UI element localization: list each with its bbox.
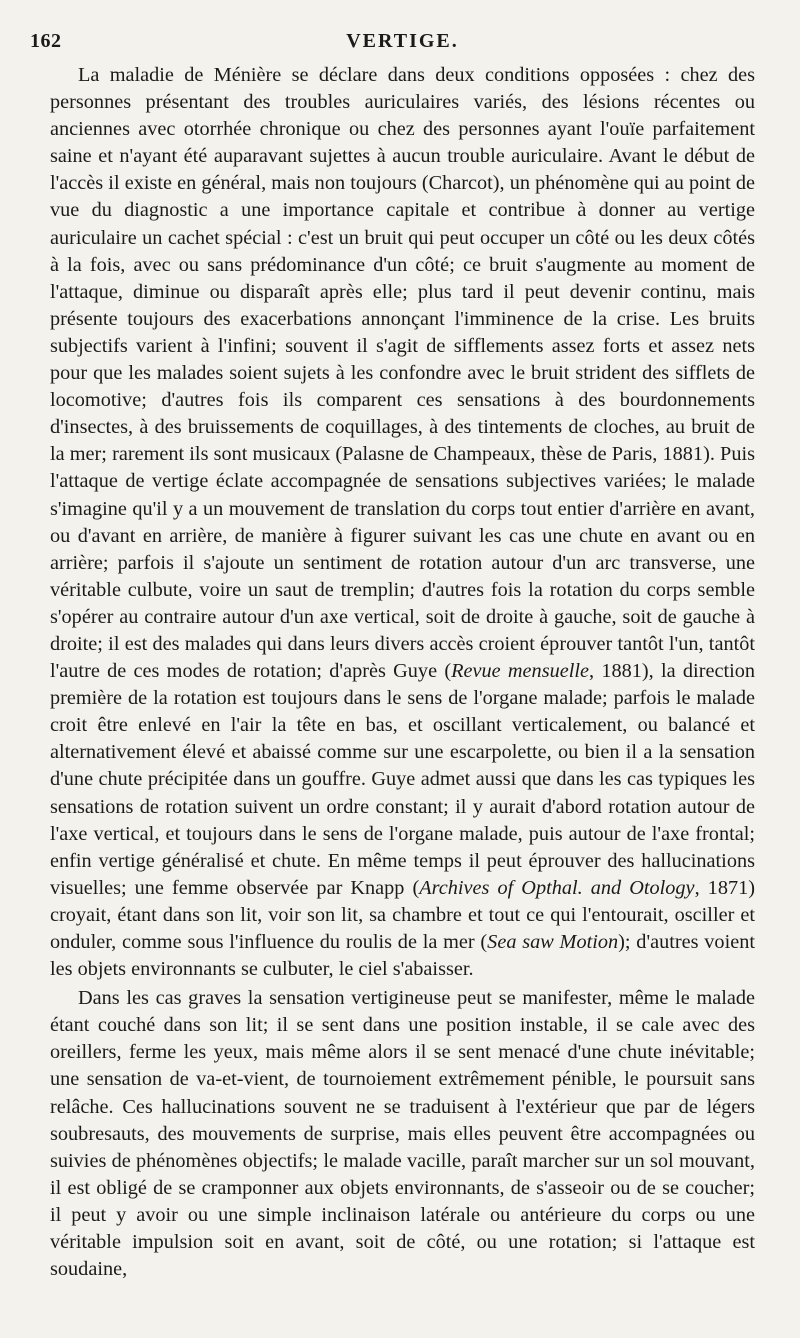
text-run: La maladie de Ménière se déclare dans deux conditions opposées : chez des personnes présentant des troubles auriculaires variés, des lésions récentes ou anciennes avec otorrhée chronique ou chez des personnes ayant l'ouïe parfaitement saine et n'ayant été auparavant sujettes à aucun trouble auriculaire. Avant le début de l'accès il existe en général, mais non toujours (Charcot), un phénomène qui au point de vue du diagnostic a une importance capitale et contribue à donner au vertige auriculaire un cachet spécial : c'est un bruit qui peut occuper un côté ou les deux côtés à la fois, avec ou sans prédominance d'un côté; ce bruit s'augmente au moment de l'attaque, diminue ou disparaît après elle; plus tard il peut devenir continu, mais présente toujours des exacerbations annonçant l'imminence de la crise. Les bruits subjectifs varient à l'infini; souvent il s'agit de sifflements assez forts et assez nets pour que les malades soient sujets à les confondre avec le bruit strident des sifflets de locomotive; d'autres fois ils comparent ces sensations à des bourdonnements d'insectes, à des bruissements de coquillages, à des tintements de cloches, au bruit de la mer; rarement ils sont musicaux (Palasne de Champeaux, thèse de Paris, 1881). Puis l'attaque de vertige éclate accompagnée de sensations subjectives variées; le malade s'imagine qu'il y a un mouvement de translation du corps tout entier d'arrière en avant, ou d'avant en arrière, de manière à figurer suivant les cas une chute en avant ou en arrière; parfois il s'ajoute un sentiment de rotation autour d'un arc transverse, une véritable culbute, voire un saut de tremplin; d'autres fois la rotation du corps semble s'opérer au contraire autour d'un axe vertical, soit de droite à gauche, soit de gauche à droite; il est des malades qui dans leurs divers accès croient éprouver tantôt l'un, tantôt l'autre de ces modes de rotation; d'après Guye ( [50, 64, 755, 683]
journal-title: Archives of Opthal. and Otology [419, 876, 695, 899]
document-page [30, 24, 756, 1283]
paragraph [50, 62, 755, 983]
paragraph [50, 985, 755, 1283]
body-text [50, 62, 755, 1283]
running-title: VERTIGE. [346, 30, 459, 52]
text-run: , 1871) croyait, étant dans son lit, voir son lit, sa chambre et tout ce qui l'entourait, osciller et onduler, comme sous l'influence du roulis de la mer ( [50, 876, 755, 953]
text-run: , 1881), la direction première de la rotation est toujours dans le sens de l'organe malade; parfois le malade croit être enlevé en l'air la tête en bas, et oscillant verticalement, ou balancé et alternativement élevé et abaissé comme sur une escarpolette, ou bien il a la sensation d'une chute précipitée dans un gouffre. Guye admet aussi que dans les cas typiques les sensations de rotation suivent un ordre constant; il y aurait d'abord rotation autour de l'axe vertical, et toujours dans le sens de l'organe malade, puis autour de l'axe frontal; enfin vertige généralisé et chute. En même temps il peut éprouver des hallucinations visuelles; une femme observée par Knapp ( [50, 660, 756, 899]
italic-term: Sea saw Motion [487, 931, 619, 953]
page-header [30, 24, 755, 62]
text-run: ); d'autres voient les objets environnants se culbuter, le ciel s'abaisser. [50, 931, 755, 981]
page-number: 162 [30, 30, 62, 52]
journal-title: Revue mensuelle [451, 660, 590, 683]
text-run: Dans les cas graves la sensation vertigineuse peut se manifester, même le malade étant couché dans son lit; il se sent dans une position instable, il se cale avec des oreillers, ferme les yeux, mais même alors il se sent menacé d'une chute inévitable; une sensation de va-et-vient, de tournoiement extrêmement pénible, le poursuit sans relâche. Ces hallucinations souvent ne se traduisent à l'extérieur que par de légers soubresauts, des mouvements de surprise, mais elles peuvent être accompagnées ou suivies de phénomènes objectifs; le malade vacille, paraît marcher sur un sol mouvant, il est obligé de se cramponner aux objets environnants, de s'asseoir ou de se coucher; il peut y avoir ou une simple inclinaison latérale ou antérieure du corps ou une véritable impulsion soit en avant, soit de côté, ou une rotation; si l'attaque est soudaine, [50, 987, 755, 1281]
